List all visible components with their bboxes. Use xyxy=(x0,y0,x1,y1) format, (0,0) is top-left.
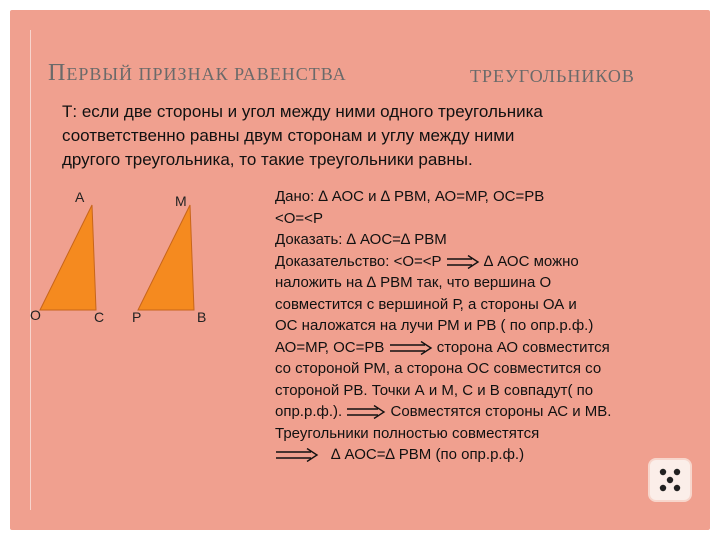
proof-line-part: Совместятся стороны АС и МВ. xyxy=(390,403,612,420)
proof-line: ОС наложатся на лучи РМ и РВ ( по опр.р.ф.) xyxy=(275,317,594,334)
triangles-figure xyxy=(20,185,260,335)
proof-line: Дано: ∆ АОС и ∆ РВМ, АО=МР, ОС=РВ xyxy=(275,188,545,205)
implies-arrow-icon xyxy=(275,448,319,462)
theorem-line: другого треугольника, то такие треугольники равны. xyxy=(62,150,473,169)
proof-line xyxy=(275,444,695,466)
label-p: Р xyxy=(132,309,142,325)
label-m: М xyxy=(175,193,187,209)
proof-line: со стороной РМ, а сторона ОС совместится со xyxy=(275,360,602,377)
proof-line: совместится с вершиной Р, а стороны ОА и xyxy=(275,295,577,313)
proof-line xyxy=(275,337,695,359)
proof-line-part: сторона АО совместится xyxy=(436,338,610,356)
label-c: С xyxy=(94,309,105,325)
proof-line: <О=<Р xyxy=(275,209,323,227)
label-b: В xyxy=(197,309,207,325)
proof-line: стороной РВ. Точки А и М, С и В совпадут( по xyxy=(275,381,594,399)
proof-line: Треугольники полностью совместятся xyxy=(275,424,540,442)
proof-line xyxy=(275,251,695,273)
triangle-aoc xyxy=(40,205,96,310)
implies-arrow-icon xyxy=(346,405,386,419)
proof-text xyxy=(275,186,695,466)
dice-icon xyxy=(648,458,692,502)
title-text: ЕРВЫЙ ПРИЗНАК РАВЕНСТВА xyxy=(66,64,347,84)
title-first-letter: П xyxy=(48,60,67,86)
proof-line-part: опр.р.ф.). xyxy=(275,403,343,420)
theorem-line: соответственно равны двум сторонам и углу между ними xyxy=(62,126,515,145)
theorem-line: Т: если две стороны и угол между ними одного треугольника xyxy=(62,102,543,121)
proof-line xyxy=(275,401,695,423)
theorem-text xyxy=(62,100,662,172)
triangle-pbm xyxy=(138,205,194,310)
proof-line-part: АО=МР, ОС=РВ xyxy=(275,338,385,356)
proof-line-part: Доказательство: <О=<Р xyxy=(275,252,442,270)
implies-arrow-icon xyxy=(446,255,480,269)
proof-line-part: ∆ АОС можно xyxy=(483,252,579,270)
implies-arrow-icon xyxy=(389,341,433,355)
dice-dots-icon xyxy=(650,460,690,500)
slide-title-continued: ТРЕУГОЛЬНИКОВ xyxy=(470,66,635,86)
label-a: А xyxy=(75,189,85,205)
proof-line-part: ∆ АОС=∆ РВМ (по опр.р.ф.) xyxy=(331,446,525,463)
label-o: О xyxy=(30,307,41,323)
proof-line: наложить на ∆ РВМ так, что вершина О xyxy=(275,274,552,291)
slide-title xyxy=(48,60,347,87)
proof-line: Доказать: ∆ АОС=∆ РВМ xyxy=(275,231,447,248)
